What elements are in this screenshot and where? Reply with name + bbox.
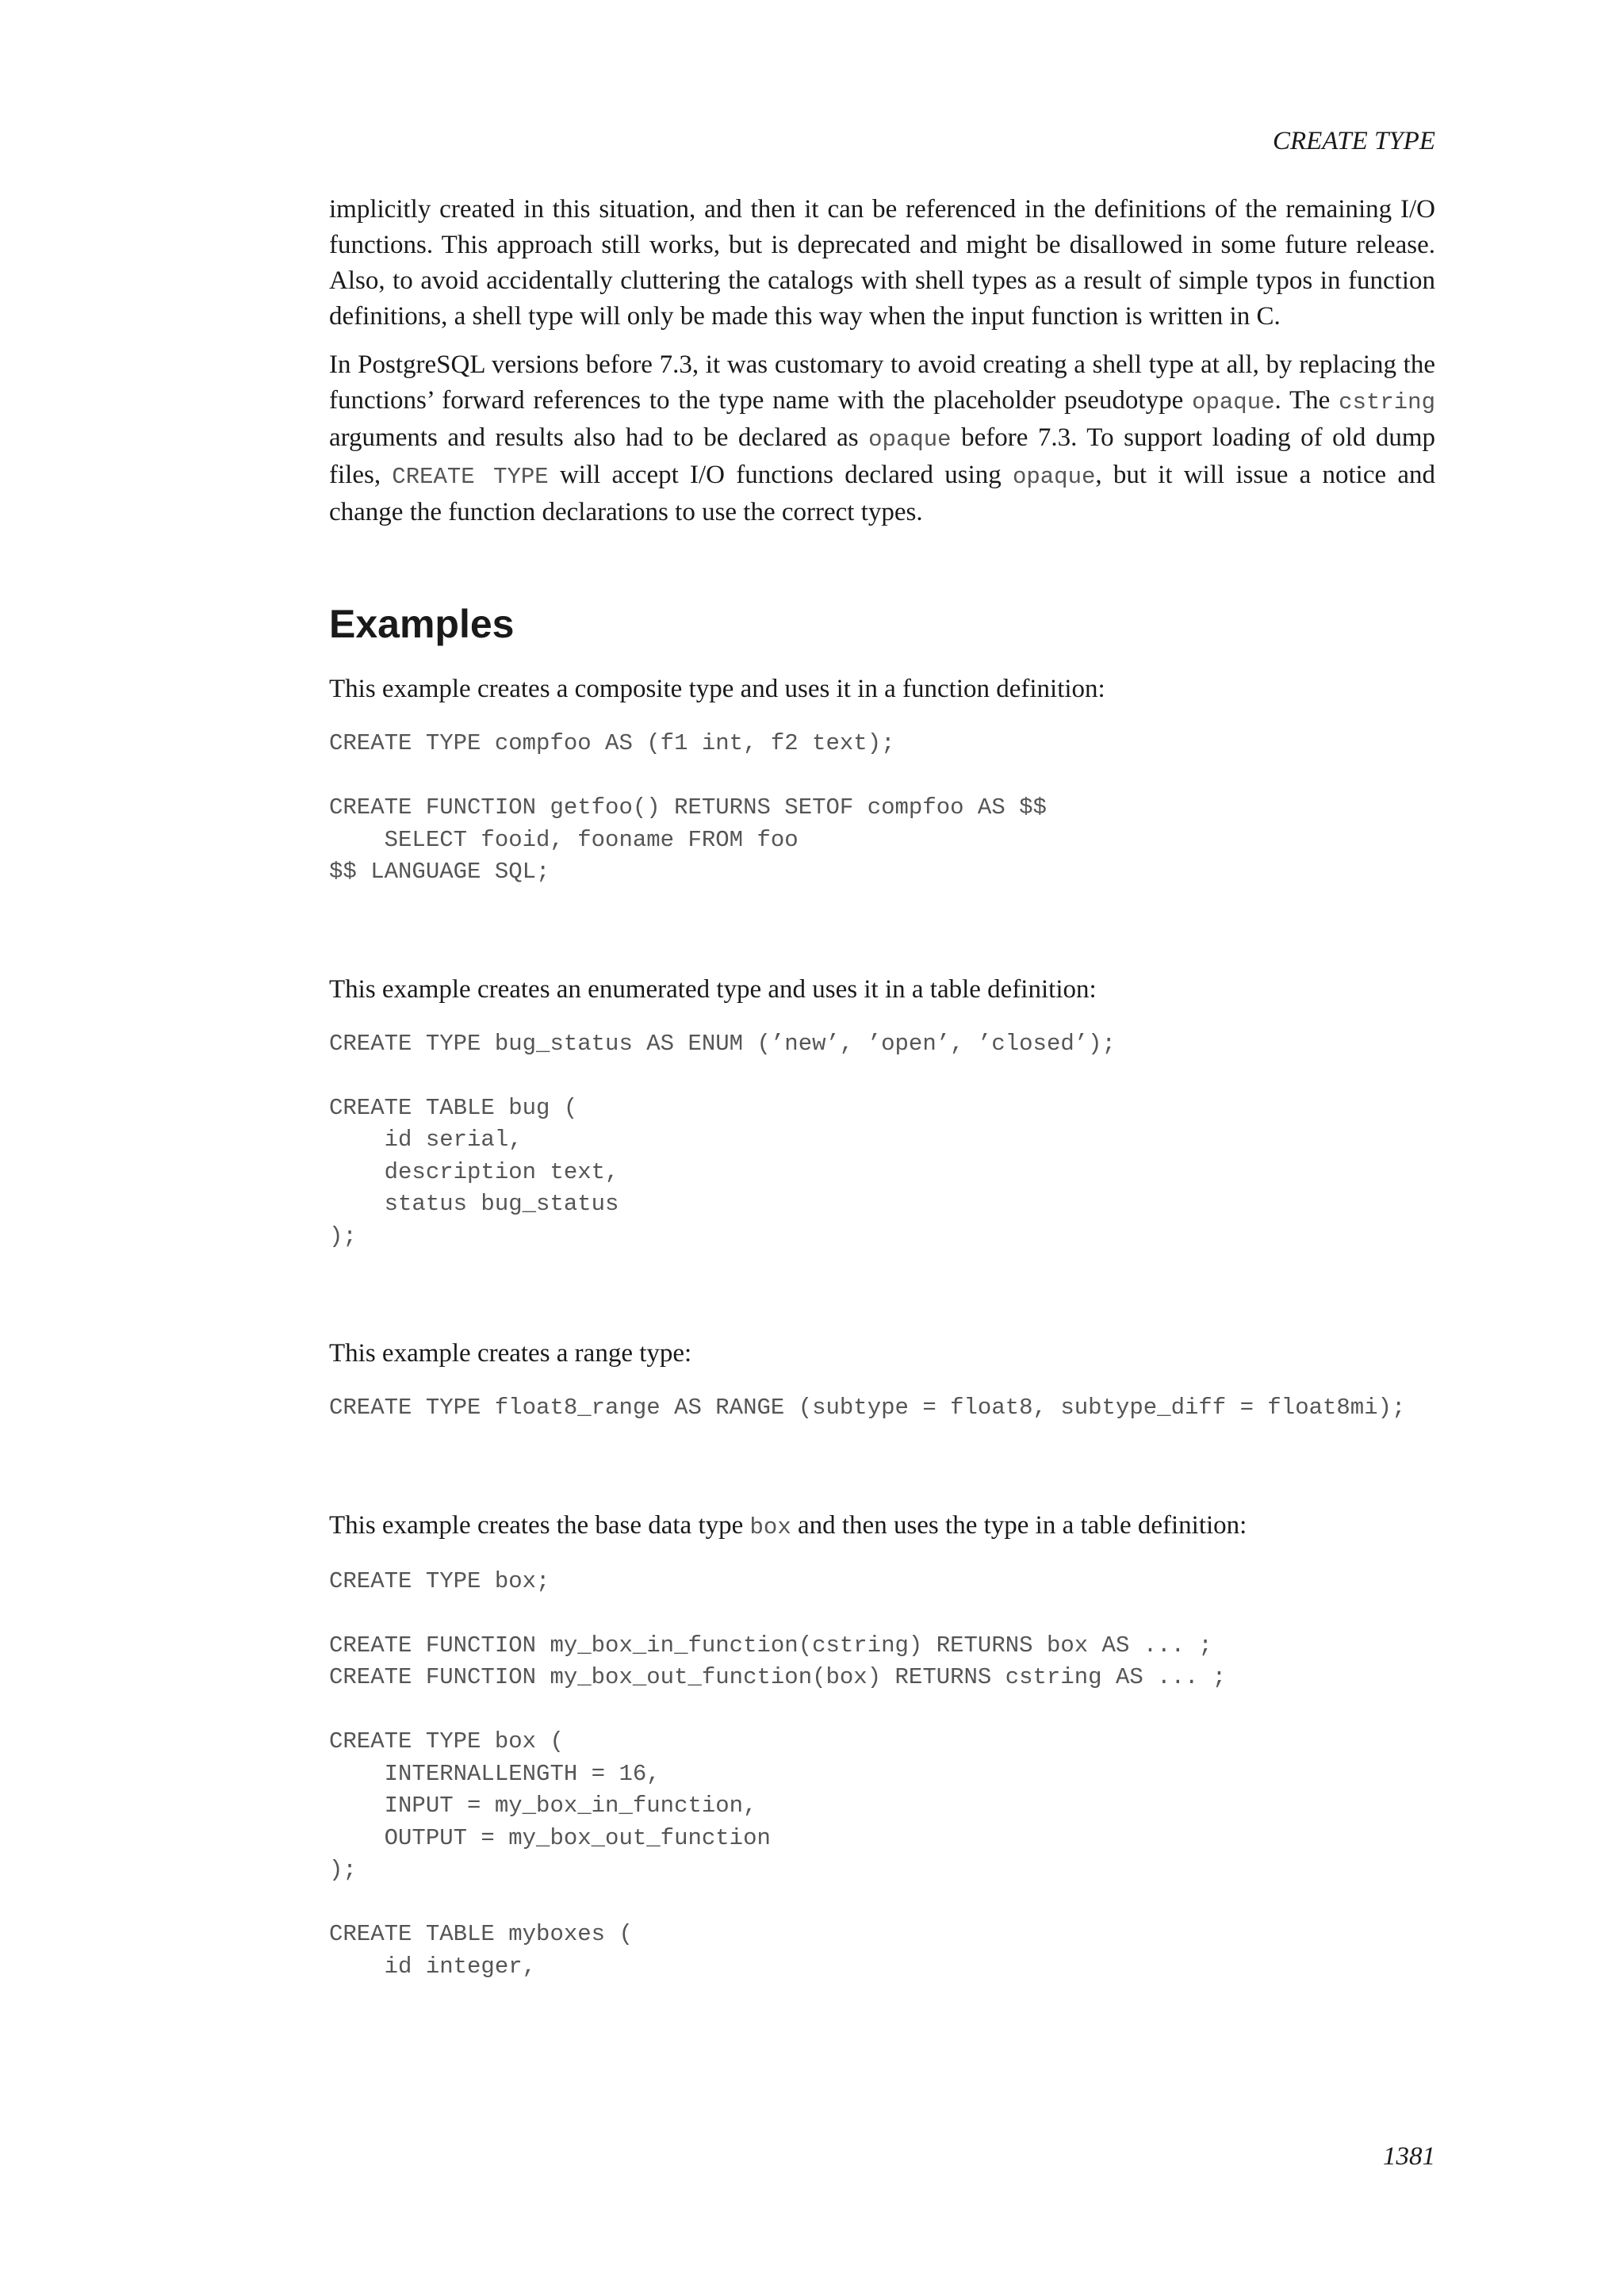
spacer [329, 1253, 1435, 1336]
example-intro-composite: This example creates a composite type and uses it in a function definition: [329, 675, 1105, 703]
inline-code: opaque [1012, 464, 1096, 490]
inline-code: opaque [1192, 389, 1275, 415]
spacer [329, 889, 1435, 972]
inline-code: cstring [1339, 389, 1435, 415]
example-intro-enum: This example creates an enumerated type and uses it in a table definition: [329, 974, 1097, 1004]
paragraph-text: . The [1274, 386, 1339, 415]
paragraph-shell-type: implicitly created in this situation, and then it can be referenced in the definitions of the remaining I/O functions. This approach still works, but is deprecated and might be disallowed in some future release. Also, to avoid accidentally cluttering the catalogs with shell types as a result of simple typos in function definitions, a shell type will only be made this way when the input function is written in C. [329, 195, 1435, 331]
page-number: 1381 [1383, 2142, 1435, 2171]
page-content [329, 192, 1435, 1983]
spacer [329, 1425, 1435, 1508]
inline-code: box [749, 1513, 791, 1540]
document-page [329, 0, 1435, 2296]
code-block-composite: CREATE TYPE compfoo AS (f1 int, f2 text); CREATE FUNCTION getfoo() RETURNS SETOF compfoo AS $$ SELECT fooid, fooname FROM foo $$ LANGUAGE SQL; [329, 730, 1047, 885]
section-heading-examples: Examples [329, 602, 515, 646]
inline-code: CREATE TYPE [392, 464, 549, 490]
paragraph-text: , but it will issue a notice and change the function declarations to use the correct types. [329, 461, 1435, 526]
running-header: CREATE TYPE [1272, 127, 1435, 155]
paragraph-text: In PostgreSQL versions before 7.3, it was customary to avoid creating a shell type at all, by replacing the functions’ forward references to the type name with the placeholder pseudotype [329, 350, 1435, 415]
paragraph-text: will accept I/O functions declared using [548, 461, 1013, 489]
example-intro-box [329, 1508, 1435, 1545]
intro-text: This example creates the base data type [329, 1510, 750, 1540]
code-block-enum: CREATE TYPE bug_status AS ENUM (’new’, ’open’, ’closed’); CREATE TABLE bug ( id serial, description text, status bug_status ); [329, 1030, 1116, 1249]
paragraph-text: arguments and results also had to be declared as [329, 423, 869, 452]
code-block-box: CREATE TYPE box; CREATE FUNCTION my_box_in_function(cstring) RETURNS box AS ... ; CREATE FUNCTION my_box_out_function(box) RETURNS cstring AS ... ; CREATE TYPE box ( INTERNALLENGTH = 16, INPUT = my_box_in_function, OUTPUT = my_box_out_function ); CREATE TABLE myboxes ( id integer, [329, 1567, 1227, 1980]
paragraph-opaque-history [329, 347, 1435, 530]
inline-code: opaque [868, 427, 952, 453]
paragraph-text: before 7.3. To support loading of old dump files, [329, 423, 1435, 489]
code-block-range: CREATE TYPE float8_range AS RANGE (subtype = float8, subtype_diff = float8mi); [329, 1395, 1406, 1421]
intro-text: and then uses the type in a table definition: [791, 1510, 1247, 1540]
example-intro-range: This example creates a range type: [329, 1339, 692, 1368]
